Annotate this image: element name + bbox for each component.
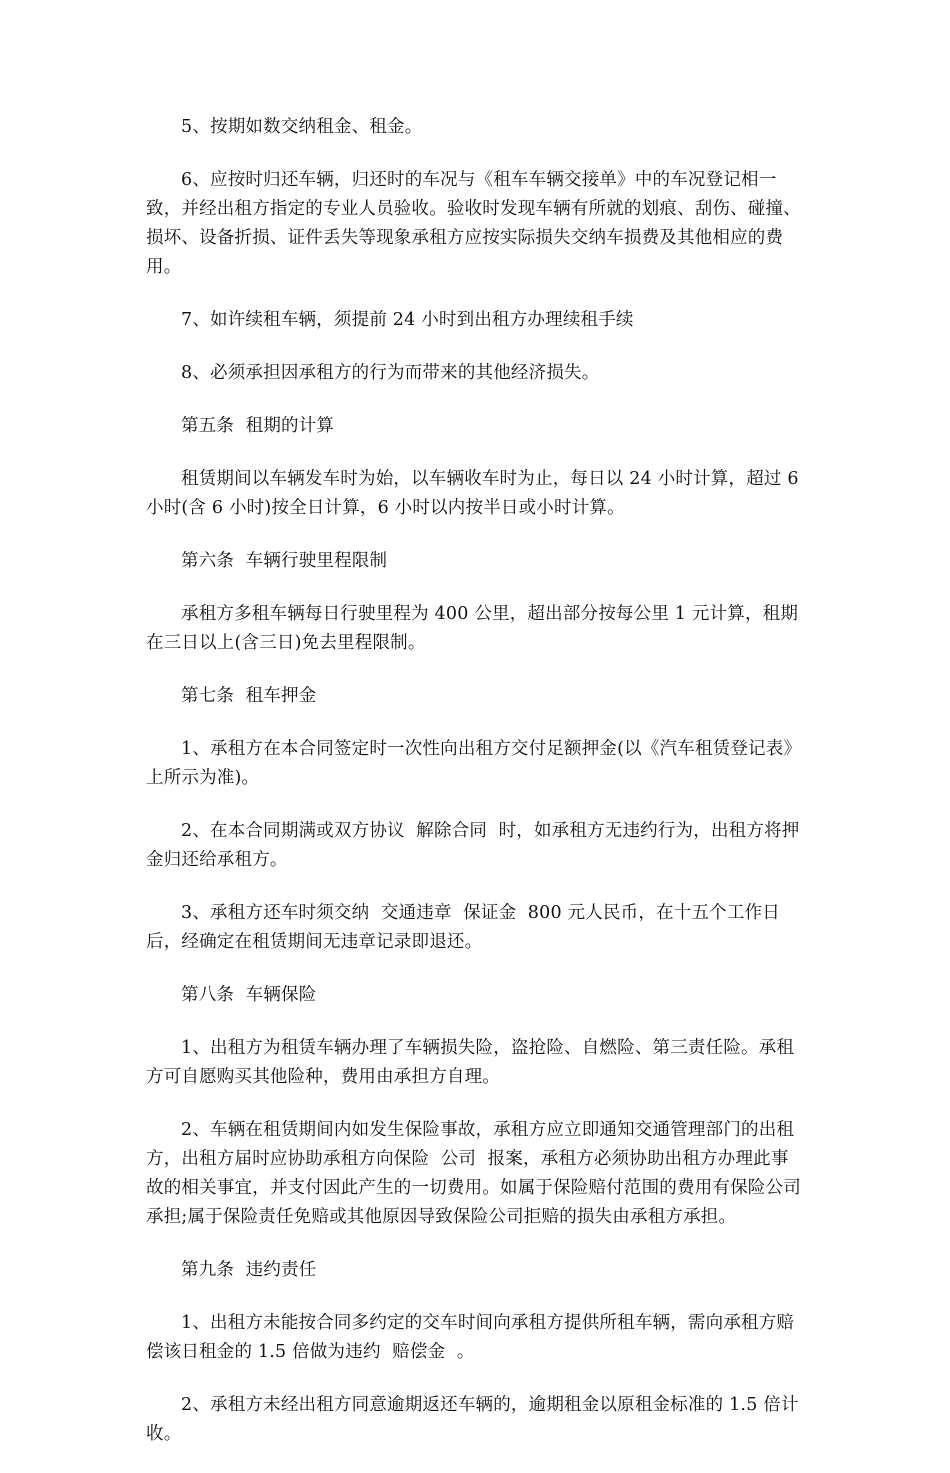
clause-item-5: 5、按期如数交纳租金、租金。 [181,117,423,137]
article-8-item-2: 2、车辆在租赁期间内如发生保险事故，承租方应立即通知交通管理部门的出租方，出租方届时应协助承租方向保险 公司 报案，承租方必须协助出租方办理此事故的相关事宜，并支付因此产生的一切费用。如属于保险赔付范围的费用有保险公司承担;属于保险责任免赔或其他原因导致保险公司拒赔的损失由承租方承担。 [146,1120,801,1227]
article-6-heading: 第六条 车辆行驶里程限制 [181,551,388,571]
article-8-heading: 第八条 车辆保险 [181,985,317,1005]
clause-item-7: 7、如许续租车辆，须提前 24 小时到出租方办理续租手续 [181,310,634,330]
article-8-item-1: 1、出租方为租赁车辆办理了车辆损失险，盗抢险、自燃险、第三责任险。承租方可自愿购买其他险种，费用由承担方自理。 [146,1038,795,1087]
article-5-heading: 第五条 租期的计算 [181,416,335,436]
article-7-item-3: 3、承租方还车时须交纳 交通违章 保证金 800 元人民币，在十五个工作日后，经确定在租赁期间无违章记录即退还。 [146,903,780,952]
article-7-item-2: 2、在本合同期满或双方协议 解除合同 时，如承租方无违约行为，出租方将押金归还给承租方。 [146,821,800,870]
clause-item-8: 8、必须承担因承租方的行为而带来的其他经济损失。 [181,363,600,383]
article-9-heading: 第九条 违约责任 [181,1260,317,1280]
document-body [146,113,806,1473]
article-9-item-2: 2、承租方未经出租方同意逾期返还车辆的，逾期租金以原租金标准的 1.5 倍计收。 [146,1395,799,1444]
article-7-heading: 第七条 租车押金 [181,686,317,706]
article-6-body: 承租方多租车辆每日行驶里程为 400 公里，超出部分按每公里 1 元计算，租期在三日以上(含三日)免去里程限制。 [146,604,799,653]
article-7-item-1: 1、承租方在本合同签定时一次性向出租方交付足额押金(以《汽车租赁登记表》上所示为准)。 [146,739,802,788]
clause-item-6: 6、应按时归还车辆，归还时的车况与《租车车辆交接单》中的车况登记相一致，并经出租方指定的专业人员验收。验收时发现车辆有所就的划痕、刮伤、碰撞、损坏、设备折损、证件丢失等现象承租方应按实际损失交纳车损费及其他相应的费用。 [146,170,801,277]
article-9-item-1: 1、出租方未能按合同多约定的交车时间向承租方提供所租车辆，需向承租方赔偿该日租金的 1.5 倍做为违约 赔偿金 。 [146,1313,795,1362]
article-5-body: 租赁期间以车辆发车时为始，以车辆收车时为止，每日以 24 小时计算，超过 6 小时(含 6 小时)按全日计算，6 小时以内按半日或小时计算。 [146,469,805,518]
